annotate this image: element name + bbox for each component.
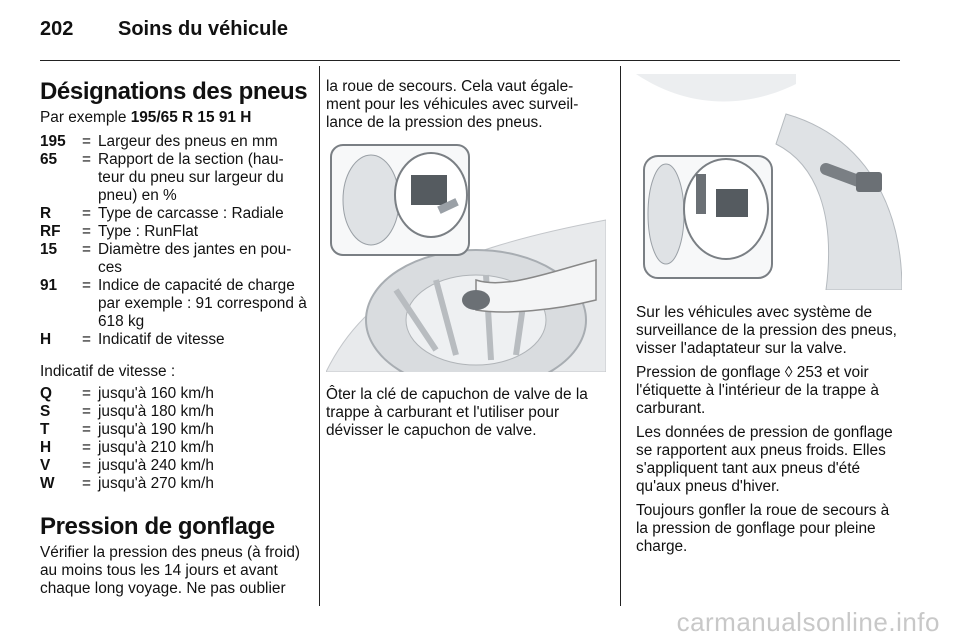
page-ref-arrow-icon: ◊ [784, 364, 793, 381]
definition-text: Type : RunFlat [98, 223, 199, 240]
figure-caption: Ôter la clé de capuchon de valve de la trappe à carburant et l'utiliser pour dévisser le capuchon de valve. [326, 386, 588, 439]
definition-key: RF [40, 223, 61, 240]
definition-row [40, 277, 308, 331]
definition-key: 195 [40, 133, 66, 150]
definition-row [40, 241, 308, 277]
definition-text: Rapport de la section (hau-teur du pneu sur largeur du pneu) en % [98, 151, 284, 204]
spare-inflation-paragraph: Toujours gonfler la roue de secours à la pression de gonflage pour pleine charge. [636, 502, 890, 555]
definition-key: 65 [40, 151, 58, 168]
example-code: 195/65 R 15 91 H [130, 109, 252, 126]
definition-key: H [40, 331, 52, 348]
example-line [40, 109, 308, 127]
definition-text: jusqu'à 240 km/h [98, 457, 214, 474]
spare-wheel-paragraph: la roue de secours. Cela vaut égale-ment pour les véhicules avec surveil-lance de la pression des pneus. [326, 78, 579, 131]
definition-key: Q [40, 385, 52, 402]
definition-text: jusqu'à 160 km/h [98, 385, 214, 402]
definition-text: Largeur des pneus en mm [98, 133, 278, 150]
equals-sign: = [82, 241, 91, 258]
definition-text: Indice de capacité de charge par exemple : 91 correspond à 618 kg [98, 277, 307, 330]
equals-sign: = [82, 403, 91, 420]
definition-key: H [40, 439, 52, 456]
column-divider-1 [319, 66, 320, 606]
definition-key: R [40, 205, 52, 222]
definition-row [40, 385, 308, 403]
page-number: 202 [40, 18, 74, 40]
definition-text: Type de carcasse : Radiale [98, 205, 284, 222]
section-title: Soins du véhicule [118, 18, 289, 40]
definition-row [40, 475, 308, 493]
equals-sign: = [82, 331, 91, 348]
column-3 [636, 62, 902, 562]
definition-row [40, 133, 308, 151]
equals-sign: = [82, 475, 91, 492]
page-ref-link[interactable]: 253 [796, 364, 823, 381]
definition-key: 91 [40, 277, 58, 294]
pressure-paragraph: Vérifier la pression des pneus (à froid) au moins tous les 14 jours et avant chaque long voyage. Ne pas oublier [40, 544, 301, 597]
definition-row [40, 223, 308, 241]
equals-sign: = [82, 133, 91, 150]
column-1 [40, 62, 308, 604]
definition-text: jusqu'à 190 km/h [98, 421, 214, 438]
equals-sign: = [82, 277, 91, 294]
equals-sign: = [82, 205, 91, 222]
definition-row [40, 421, 308, 439]
definition-row [40, 457, 308, 475]
heading-inflation-pressure: Pression de gonflage [40, 513, 275, 540]
definition-key: S [40, 403, 51, 420]
equals-sign: = [82, 421, 91, 438]
equals-sign: = [82, 151, 91, 168]
definition-text: jusqu'à 210 km/h [98, 439, 214, 456]
pressure-ref-suffix: et voir l'étiquette à l'intérieur de la trappe à carburant. [636, 364, 879, 417]
definition-row [40, 205, 308, 223]
column-2 [326, 62, 606, 446]
definition-key: T [40, 421, 50, 438]
definition-row [40, 439, 308, 457]
speed-list [40, 385, 308, 493]
header-rule [40, 60, 900, 61]
watermark: carmanualsonline.info [676, 607, 940, 637]
definition-text: Diamètre des jantes en pou-ces [98, 241, 292, 276]
equals-sign: = [82, 457, 91, 474]
equals-sign: = [82, 223, 91, 240]
equals-sign: = [82, 439, 91, 456]
pressure-ref-prefix: Pression de gonflage [636, 364, 781, 381]
definition-key: V [40, 457, 51, 474]
equals-sign: = [82, 385, 91, 402]
definition-text: jusqu'à 180 km/h [98, 403, 214, 420]
definition-row [40, 403, 308, 421]
definition-text: jusqu'à 270 km/h [98, 475, 214, 492]
column-divider-2 [620, 66, 621, 606]
definition-key: 15 [40, 241, 58, 258]
example-prefix: Par exemple [40, 109, 127, 126]
tpms-adapter-illustration [636, 74, 902, 290]
designation-list [40, 133, 308, 349]
pressure-reference [636, 364, 902, 418]
adapter-paragraph: Sur les véhicules avec système de surveillance de la pression des pneus, visser l'adaptateur sur la valve. [636, 304, 897, 357]
cold-tire-paragraph: Les données de pression de gonflage se rapportent aux pneus froids. Elles s'appliquent tant aux pneus d'été qu'aux pneus d'hiver. [636, 424, 893, 495]
definition-key: W [40, 475, 55, 492]
speed-intro: Indicatif de vitesse : [40, 363, 176, 380]
valve-cap-illustration [326, 140, 606, 372]
definition-row [40, 331, 308, 349]
heading-tire-designations: Désignations des pneus [40, 78, 308, 105]
definition-text: Indicatif de vitesse [98, 331, 225, 348]
definition-row [40, 151, 308, 205]
